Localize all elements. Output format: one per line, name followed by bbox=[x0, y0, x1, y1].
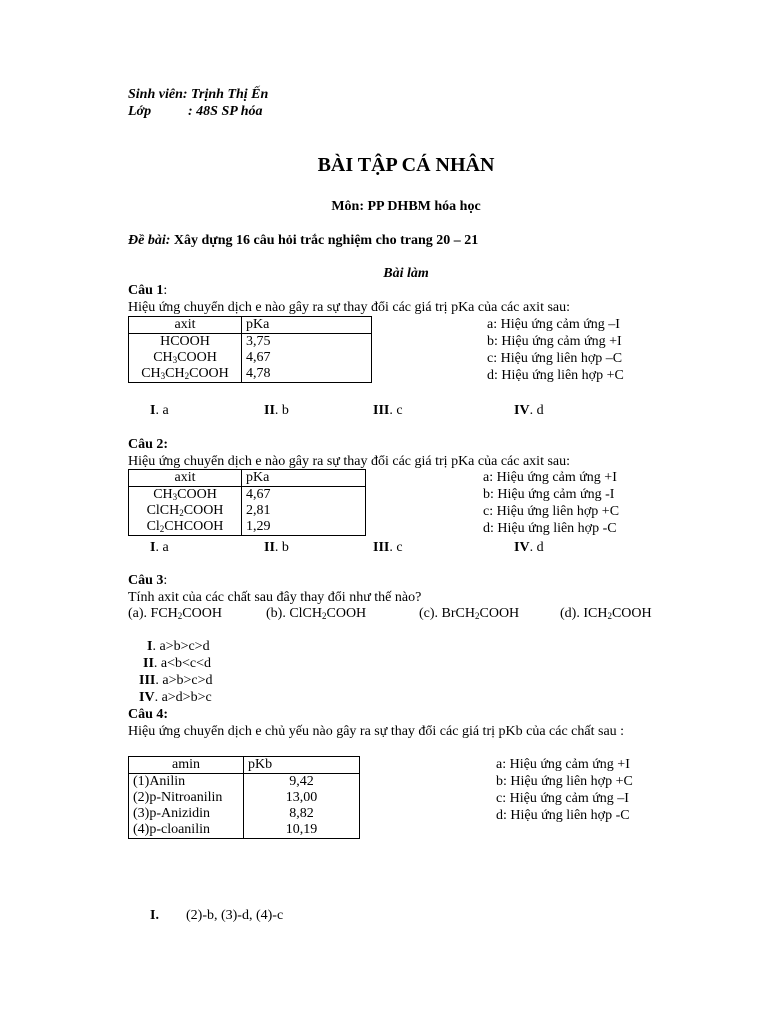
table-row bbox=[129, 519, 366, 536]
acid-formula: $CH_3COOH$ bbox=[153, 350, 217, 365]
q4-prompt: Hiệu ứng chuyển dịch e chủ yếu nào gây ra sự thay đổi các giá trị pKb của các chất sau : bbox=[128, 724, 625, 739]
q4-answer-value: (2)-b, (3)-d, (4)-c bbox=[186, 908, 284, 923]
q4-label: Câu 4: bbox=[128, 707, 169, 722]
task-label: Đề bài: bbox=[128, 233, 171, 248]
table-cell: 4,78 bbox=[242, 366, 372, 383]
table-cell: 2,81 bbox=[242, 503, 366, 519]
table-row bbox=[129, 822, 360, 839]
q2-answer-3: III. c bbox=[373, 540, 403, 555]
table-cell: (2)p-Nitroanilin bbox=[129, 790, 244, 806]
q2-answer-2: II. b bbox=[264, 540, 289, 555]
q2-option-d: d: Hiệu ứng liên hợp -C bbox=[483, 521, 617, 536]
table-cell: 8,82 bbox=[244, 806, 360, 822]
q3-answer-2: II. a<b<c<d bbox=[143, 656, 212, 671]
page-title: BÀI TẬP CÁ NHÂN bbox=[317, 154, 495, 176]
class-label: Lớp bbox=[128, 104, 152, 119]
q1-table bbox=[128, 316, 372, 383]
table-cell bbox=[129, 519, 242, 536]
table-row bbox=[129, 790, 360, 806]
table-cell: 13,00 bbox=[244, 790, 360, 806]
q2-table bbox=[128, 469, 366, 536]
task-line bbox=[128, 232, 478, 249]
subject-value: : PP DHBM hóa học bbox=[359, 199, 481, 214]
q2-answer-1: I. a bbox=[150, 540, 169, 555]
table-cell bbox=[129, 487, 242, 504]
q1-option-b: b: Hiệu ứng cảm ứng +I bbox=[487, 334, 622, 349]
table-cell bbox=[129, 503, 242, 519]
subject-label: Môn bbox=[331, 199, 360, 214]
table-cell bbox=[129, 334, 242, 351]
q2-option-c: c: Hiệu ứng liên hợp +C bbox=[483, 504, 620, 519]
table-cell: 1,29 bbox=[242, 519, 366, 536]
table-header bbox=[129, 757, 360, 774]
q1-answer-2: II. b bbox=[264, 403, 289, 418]
q3-label-colon: : bbox=[163, 573, 168, 588]
q3-item-d: (d). $ICH_2COOH$ bbox=[560, 606, 652, 621]
q3-item-c: (c). BrCH$_2$COOH bbox=[419, 606, 520, 621]
q3-answer-3: III. a>b>c>d bbox=[139, 673, 213, 688]
table-cell: pKa bbox=[242, 317, 372, 334]
table-cell: 3,75 bbox=[242, 334, 372, 351]
task-value: Xây dựng 16 câu hỏi trắc nghiệm cho trang 20 – 21 bbox=[170, 233, 479, 248]
q1-option-c: c: Hiệu ứng liên hợp –C bbox=[487, 351, 623, 366]
table-cell: 9,42 bbox=[244, 774, 360, 791]
q1-label-colon: : bbox=[163, 283, 168, 298]
table-row bbox=[129, 334, 372, 351]
q2-answer-4: IV. d bbox=[514, 540, 544, 555]
table-row bbox=[129, 806, 360, 822]
q3-item-b: (b). ClCH$_2$COOH bbox=[266, 606, 367, 621]
table-cell: (4)p-cloanilin bbox=[129, 822, 244, 839]
q2-option-a: a: Hiệu ứng cảm ứng +I bbox=[483, 470, 617, 485]
table-row bbox=[129, 350, 372, 366]
table-cell: 10,19 bbox=[244, 822, 360, 839]
q3-item-a: (a). $FCH_2COOH$ bbox=[128, 606, 222, 621]
table-cell bbox=[129, 350, 242, 366]
table-cell: 4,67 bbox=[242, 487, 366, 504]
q4-option-c: c: Hiệu ứng cảm ứng –I bbox=[496, 791, 629, 806]
q1-option-d: d: Hiệu ứng liên hợp +C bbox=[487, 368, 624, 383]
table-cell: pKa bbox=[242, 470, 366, 487]
table-cell: pKb bbox=[244, 757, 360, 774]
q2-prompt: Hiệu ứng chuyển dịch e nào gây ra sự thay đổi các giá trị pKa của các axit sau: bbox=[128, 454, 571, 469]
table-row bbox=[129, 487, 366, 504]
table-header bbox=[129, 470, 366, 487]
q3-prompt: Tính axit của các chất sau đây thay đổi như thế nào? bbox=[128, 590, 422, 605]
q1-answer-1: I. a bbox=[150, 403, 169, 418]
student-name: Sinh viên: Trịnh Thị Ến bbox=[128, 87, 269, 102]
table-cell: (1)Anilin bbox=[129, 774, 244, 791]
q3-label: Câu 3 bbox=[128, 573, 164, 588]
acid-formula: HCOOH bbox=[160, 334, 210, 349]
class-value: : 48S SP hóa bbox=[188, 104, 263, 119]
solution-heading: Bài làm bbox=[383, 266, 429, 281]
table-row bbox=[129, 366, 372, 383]
q4-option-b: b: Hiệu ứng liên hợp +C bbox=[496, 774, 633, 789]
acid-formula: $Cl_2CHCOOH$ bbox=[146, 519, 224, 534]
table-cell: (3)p-Anizidin bbox=[129, 806, 244, 822]
q3-answer-4: IV. a>d>b>c bbox=[139, 690, 212, 705]
table-cell bbox=[129, 366, 242, 383]
q1-option-a: a: Hiệu ứng cảm ứng –I bbox=[487, 317, 620, 332]
subject-line bbox=[0, 198, 768, 215]
table-row bbox=[129, 774, 360, 791]
acid-formula: ClCH$_2$COOH bbox=[146, 503, 224, 518]
q4-answer-num: I. bbox=[150, 908, 159, 923]
q4-table bbox=[128, 756, 360, 839]
q2-label: Câu 2: bbox=[128, 437, 169, 452]
q1-prompt: Hiệu ứng chuyển dịch e nào gây ra sự thay đổi các giá trị pKa của các axit sau: bbox=[128, 300, 571, 315]
acid-formula: $CH_3CH_2COOH$ bbox=[141, 366, 229, 381]
q4-option-d: d: Hiệu ứng liên hợp -C bbox=[496, 808, 630, 823]
q1-answer-4: IV. d bbox=[514, 403, 544, 418]
table-cell: axit bbox=[129, 470, 242, 487]
table-cell: 4,67 bbox=[242, 350, 372, 366]
q3-answer-1: I. a>b>c>d bbox=[147, 639, 210, 654]
q1-label: Câu 1 bbox=[128, 283, 164, 298]
acid-formula: $CH_3COOH$ bbox=[153, 487, 217, 502]
q1-answer-3: III. c bbox=[373, 403, 403, 418]
table-cell: amin bbox=[129, 757, 244, 774]
table-cell: axit bbox=[129, 317, 242, 334]
table-header bbox=[129, 317, 372, 334]
q2-option-b: b: Hiệu ứng cảm ứng -I bbox=[483, 487, 615, 502]
q3-label-line bbox=[128, 572, 167, 589]
q4-option-a: a: Hiệu ứng cảm ứng +I bbox=[496, 757, 630, 772]
table-row bbox=[129, 503, 366, 519]
q1-label-line bbox=[128, 282, 167, 299]
